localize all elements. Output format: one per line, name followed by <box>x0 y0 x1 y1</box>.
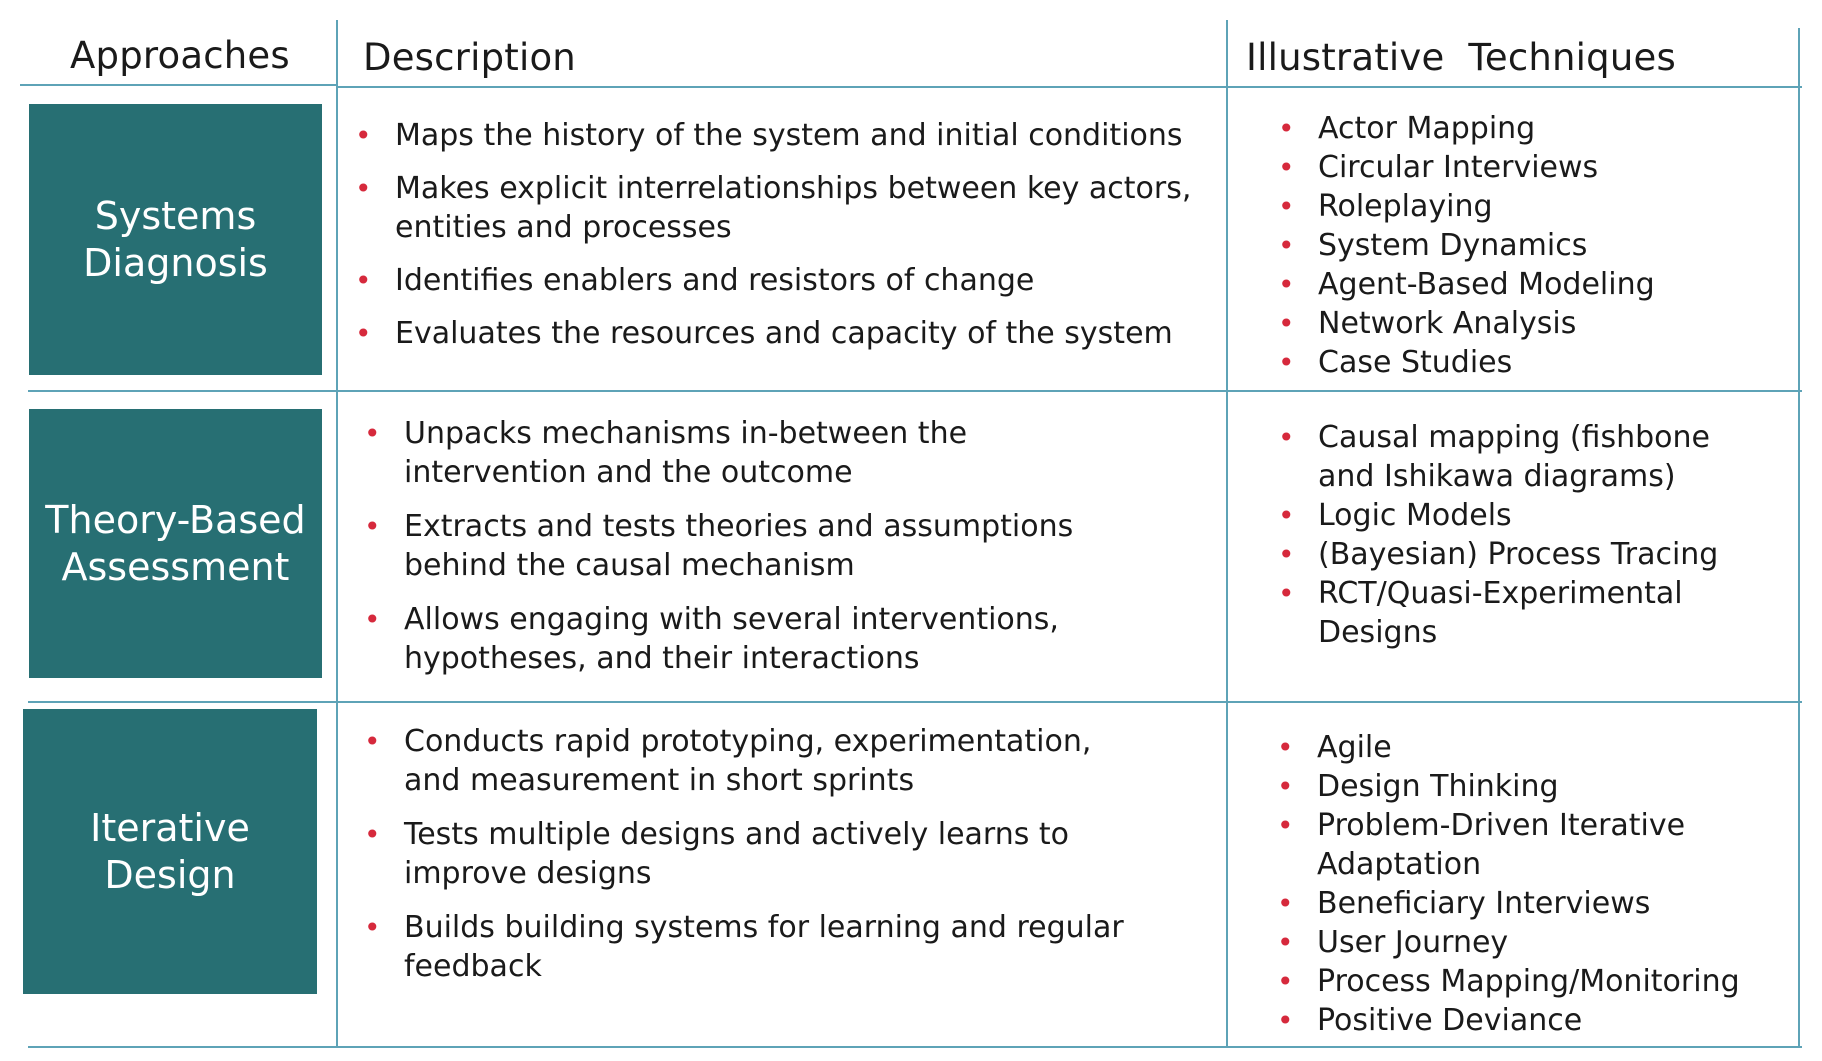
approach-label: Theory-Based Assessment <box>45 497 306 589</box>
techniques-list-theory-based-assessment <box>1278 418 1748 652</box>
technique-item: • Design Thinking <box>1277 767 1787 806</box>
technique-item: • Positive Deviance <box>1277 1001 1787 1040</box>
description-item: • Tests multiple designs and actively learns to improve designs <box>364 815 1154 893</box>
approach-iterative-design <box>23 709 317 994</box>
technique-item: • Actor Mapping <box>1278 109 1778 148</box>
row-divider-bottom <box>28 1046 1802 1048</box>
description-item: • Makes explicit interrelationships between key actors, entities and processes <box>355 169 1215 247</box>
techniques-list-iterative-design <box>1277 728 1787 1040</box>
technique-item: • Causal mapping (fishbone and Ishikawa diagrams) <box>1278 418 1748 496</box>
technique-item: • User Journey <box>1277 923 1787 962</box>
techniques-list-systems-diagnosis <box>1278 109 1778 382</box>
column-divider-1 <box>336 20 338 1048</box>
column-divider-right <box>1798 28 1800 1048</box>
approach-systems-diagnosis <box>29 104 322 375</box>
description-item: • Maps the history of the system and initial conditions <box>355 116 1215 155</box>
technique-item: • (Bayesian) Process Tracing <box>1278 535 1748 574</box>
technique-item: • RCT/Quasi-Experimental Designs <box>1278 574 1748 652</box>
description-list-iterative-design <box>364 722 1154 1001</box>
technique-item: • Case Studies <box>1278 343 1778 382</box>
technique-item: • Problem-Driven Iterative Adaptation <box>1277 806 1787 884</box>
technique-item: • Circular Interviews <box>1278 148 1778 187</box>
technique-item: • Network Analysis <box>1278 304 1778 343</box>
header-techniques: Illustrative Techniques <box>1246 36 1676 79</box>
description-item: • Extracts and tests theories and assumptions behind the causal mechanism <box>364 507 1124 585</box>
description-item: • Identifies enablers and resistors of change <box>355 261 1215 300</box>
description-item: • Evaluates the resources and capacity of the system <box>355 314 1215 353</box>
description-list-systems-diagnosis <box>355 116 1215 367</box>
description-list-theory-based-assessment <box>364 414 1124 693</box>
approach-label: Iterative Design <box>90 805 250 897</box>
description-item: • Allows engaging with several interventions, hypotheses, and their interactions <box>364 600 1124 678</box>
technique-item: • Beneficiary Interviews <box>1277 884 1787 923</box>
header-rule-right <box>336 86 1802 88</box>
header-description: Description <box>363 36 576 79</box>
technique-item: • Process Mapping/Monitoring <box>1277 962 1787 1001</box>
approach-theory-based-assessment <box>29 409 322 678</box>
column-divider-2 <box>1226 20 1228 1048</box>
row-divider-1 <box>28 390 1802 392</box>
row-divider-2 <box>28 701 1802 703</box>
technique-item: • System Dynamics <box>1278 226 1778 265</box>
description-item: • Conducts rapid prototyping, experimentation, and measurement in short sprints <box>364 722 1154 800</box>
header-approaches: Approaches <box>70 34 290 77</box>
approach-label: Systems Diagnosis <box>83 193 268 285</box>
technique-item: • Logic Models <box>1278 496 1748 535</box>
description-item: • Unpacks mechanisms in-between the intervention and the outcome <box>364 414 1124 492</box>
technique-item: • Roleplaying <box>1278 187 1778 226</box>
technique-item: • Agent-Based Modeling <box>1278 265 1778 304</box>
header-rule-left <box>20 84 336 86</box>
description-item: • Builds building systems for learning and regular feedback <box>364 908 1154 986</box>
technique-item: • Agile <box>1277 728 1787 767</box>
